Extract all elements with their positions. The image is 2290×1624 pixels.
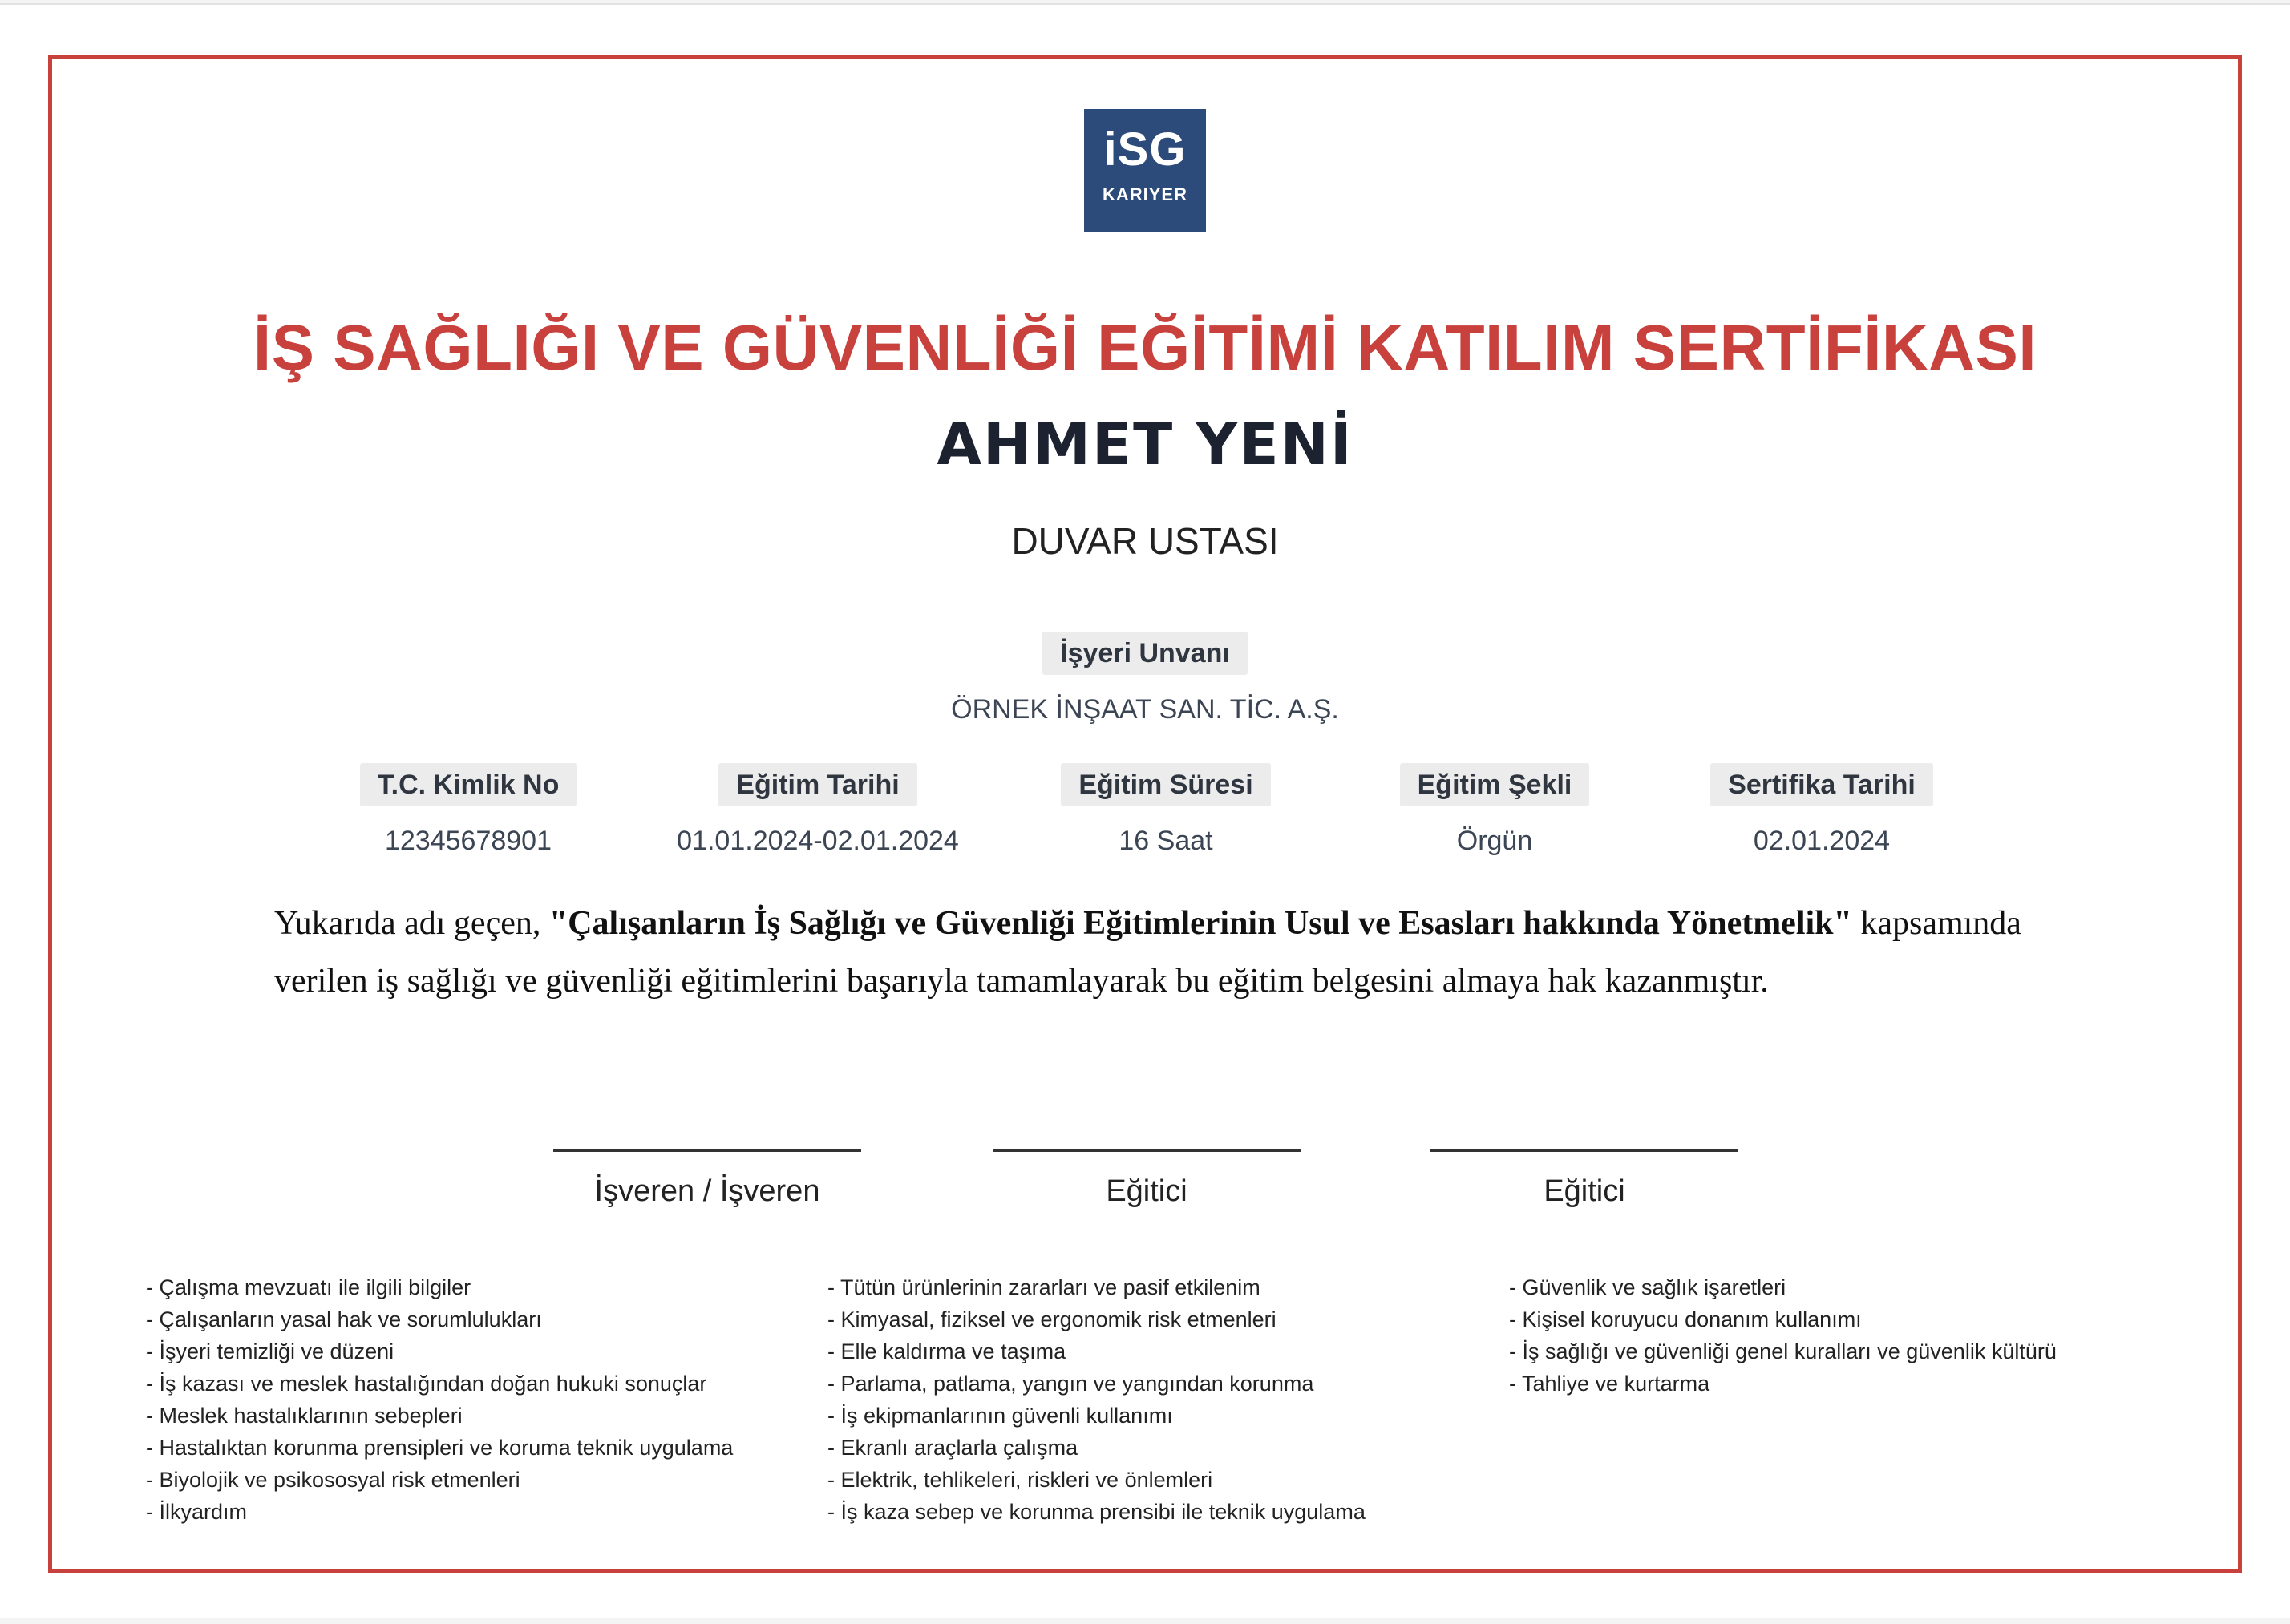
topic-item: - İş kazası ve meslek hastalığından doğan hukuki sonuçlar <box>146 1372 707 1396</box>
topic-item: - Güvenlik ve sağlık işaretleri <box>1509 1275 1786 1299</box>
signature-label: İşveren / İşveren <box>594 1174 820 1208</box>
topic-item: - Biyolojik ve psikososyal risk etmenleri <box>146 1468 520 1492</box>
info-value: 16 Saat <box>1119 826 1213 856</box>
info-training-duration <box>973 763 1358 854</box>
certificate-page <box>0 3 2290 1618</box>
signature-label: Eğitici <box>1544 1174 1625 1208</box>
signature-trainer-2 <box>1430 1149 1738 1206</box>
topics-column-1 <box>146 1271 803 1528</box>
topic-item: - Ekranlı araçlarla çalışma <box>827 1436 1078 1460</box>
topic-item: - Tütün ürünlerinin zararları ve pasif etkilenim <box>827 1275 1260 1299</box>
topic-item: - Meslek hastalıklarının sebepleri <box>146 1404 463 1428</box>
info-label: Eğitim Tarihi <box>718 763 916 806</box>
topic-item: - İş sağlığı ve güvenliği genel kuralları ve güvenlik kültürü <box>1509 1339 2057 1363</box>
logo-sub-text: KARIYER <box>1102 184 1187 204</box>
topic-item: - İş ekipmanlarının güvenli kullanımı <box>827 1404 1173 1428</box>
info-label: Sertifika Tarihi <box>1710 763 1933 806</box>
topic-item: - Elektrik, tehlikeleri, riskleri ve önlemleri <box>827 1468 1213 1492</box>
info-training-date <box>625 763 1010 854</box>
logo-main-text: iSG <box>1103 123 1187 176</box>
info-value: 12345678901 <box>384 826 552 856</box>
topic-item: - Kimyasal, fiziksel ve ergonomik risk etmenleri <box>827 1307 1276 1331</box>
topics-column-2 <box>827 1271 1485 1528</box>
info-value: Örgün <box>1456 826 1533 856</box>
certificate-statement <box>274 895 2070 1010</box>
employer-block <box>0 632 2290 723</box>
certificate-title: İŞ SAĞLIĞI VE GÜVENLİĞİ EĞİTİMİ KATILIM SERTİFİKASI <box>253 312 2037 383</box>
topics-column-3 <box>1509 1271 2167 1400</box>
info-label: T.C. Kimlik No <box>360 763 577 806</box>
topic-item: - Çalışanların yasal hak ve sorumlulukları <box>146 1307 542 1331</box>
signature-employer <box>553 1149 861 1206</box>
statement-prefix: Yukarıda adı geçen, <box>274 905 549 942</box>
signature-label: Eğitici <box>1106 1174 1187 1208</box>
topic-item: - Kişisel koruyucu donanım kullanımı <box>1509 1307 1862 1331</box>
topic-item: - Parlama, patlama, yangın ve yangından korunma <box>827 1372 1314 1396</box>
employer-label: İşyeri Unvanı <box>1042 632 1248 675</box>
statement-regulation: "Çalışanların İş Sağlığı ve Güvenliği Eğitimlerinin Usul ve Esasları hakkında Yönetmelik" <box>548 905 1852 942</box>
info-label: Eğitim Şekli <box>1400 763 1590 806</box>
participant-name: AHMET YENİ <box>937 410 1353 478</box>
topic-item: - İşyeri temizliği ve düzeni <box>146 1339 394 1363</box>
signature-line <box>553 1149 861 1152</box>
topic-item: - İlkyardım <box>146 1500 248 1524</box>
info-label: Eğitim Süresi <box>1061 763 1270 806</box>
info-id-number <box>276 763 661 854</box>
info-value: 01.01.2024-02.01.2024 <box>677 826 959 856</box>
isg-kariyer-logo <box>1084 109 1206 232</box>
info-value: 02.01.2024 <box>1753 826 1891 856</box>
topic-item: - Hastalıktan korunma prensipleri ve koruma teknik uygulama <box>146 1436 734 1460</box>
signature-trainer-1 <box>993 1149 1301 1206</box>
employer-value: ÖRNEK İNŞAAT SAN. TİC. A.Ş. <box>951 694 1339 725</box>
signature-line <box>993 1149 1301 1152</box>
topic-item: - Tahliye ve kurtarma <box>1509 1372 1710 1396</box>
participant-role: DUVAR USTASI <box>1011 520 1279 562</box>
topic-item: - Elle kaldırma ve taşıma <box>827 1339 1066 1363</box>
info-row <box>0 763 2290 859</box>
signature-line <box>1430 1149 1738 1152</box>
topic-item: - Çalışma mevzuatı ile ilgili bilgiler <box>146 1275 471 1299</box>
statement-suffix: kapsamında verilen iş sağlığı ve güvenliği eğitimlerini başarıyla tamamlayarak bu eğitim belgesini almaya hak kazanmıştır. <box>274 905 2021 1000</box>
topic-item: - İş kaza sebep ve korunma prensibi ile teknik uygulama <box>827 1500 1366 1524</box>
info-certificate-date <box>1629 763 2014 854</box>
